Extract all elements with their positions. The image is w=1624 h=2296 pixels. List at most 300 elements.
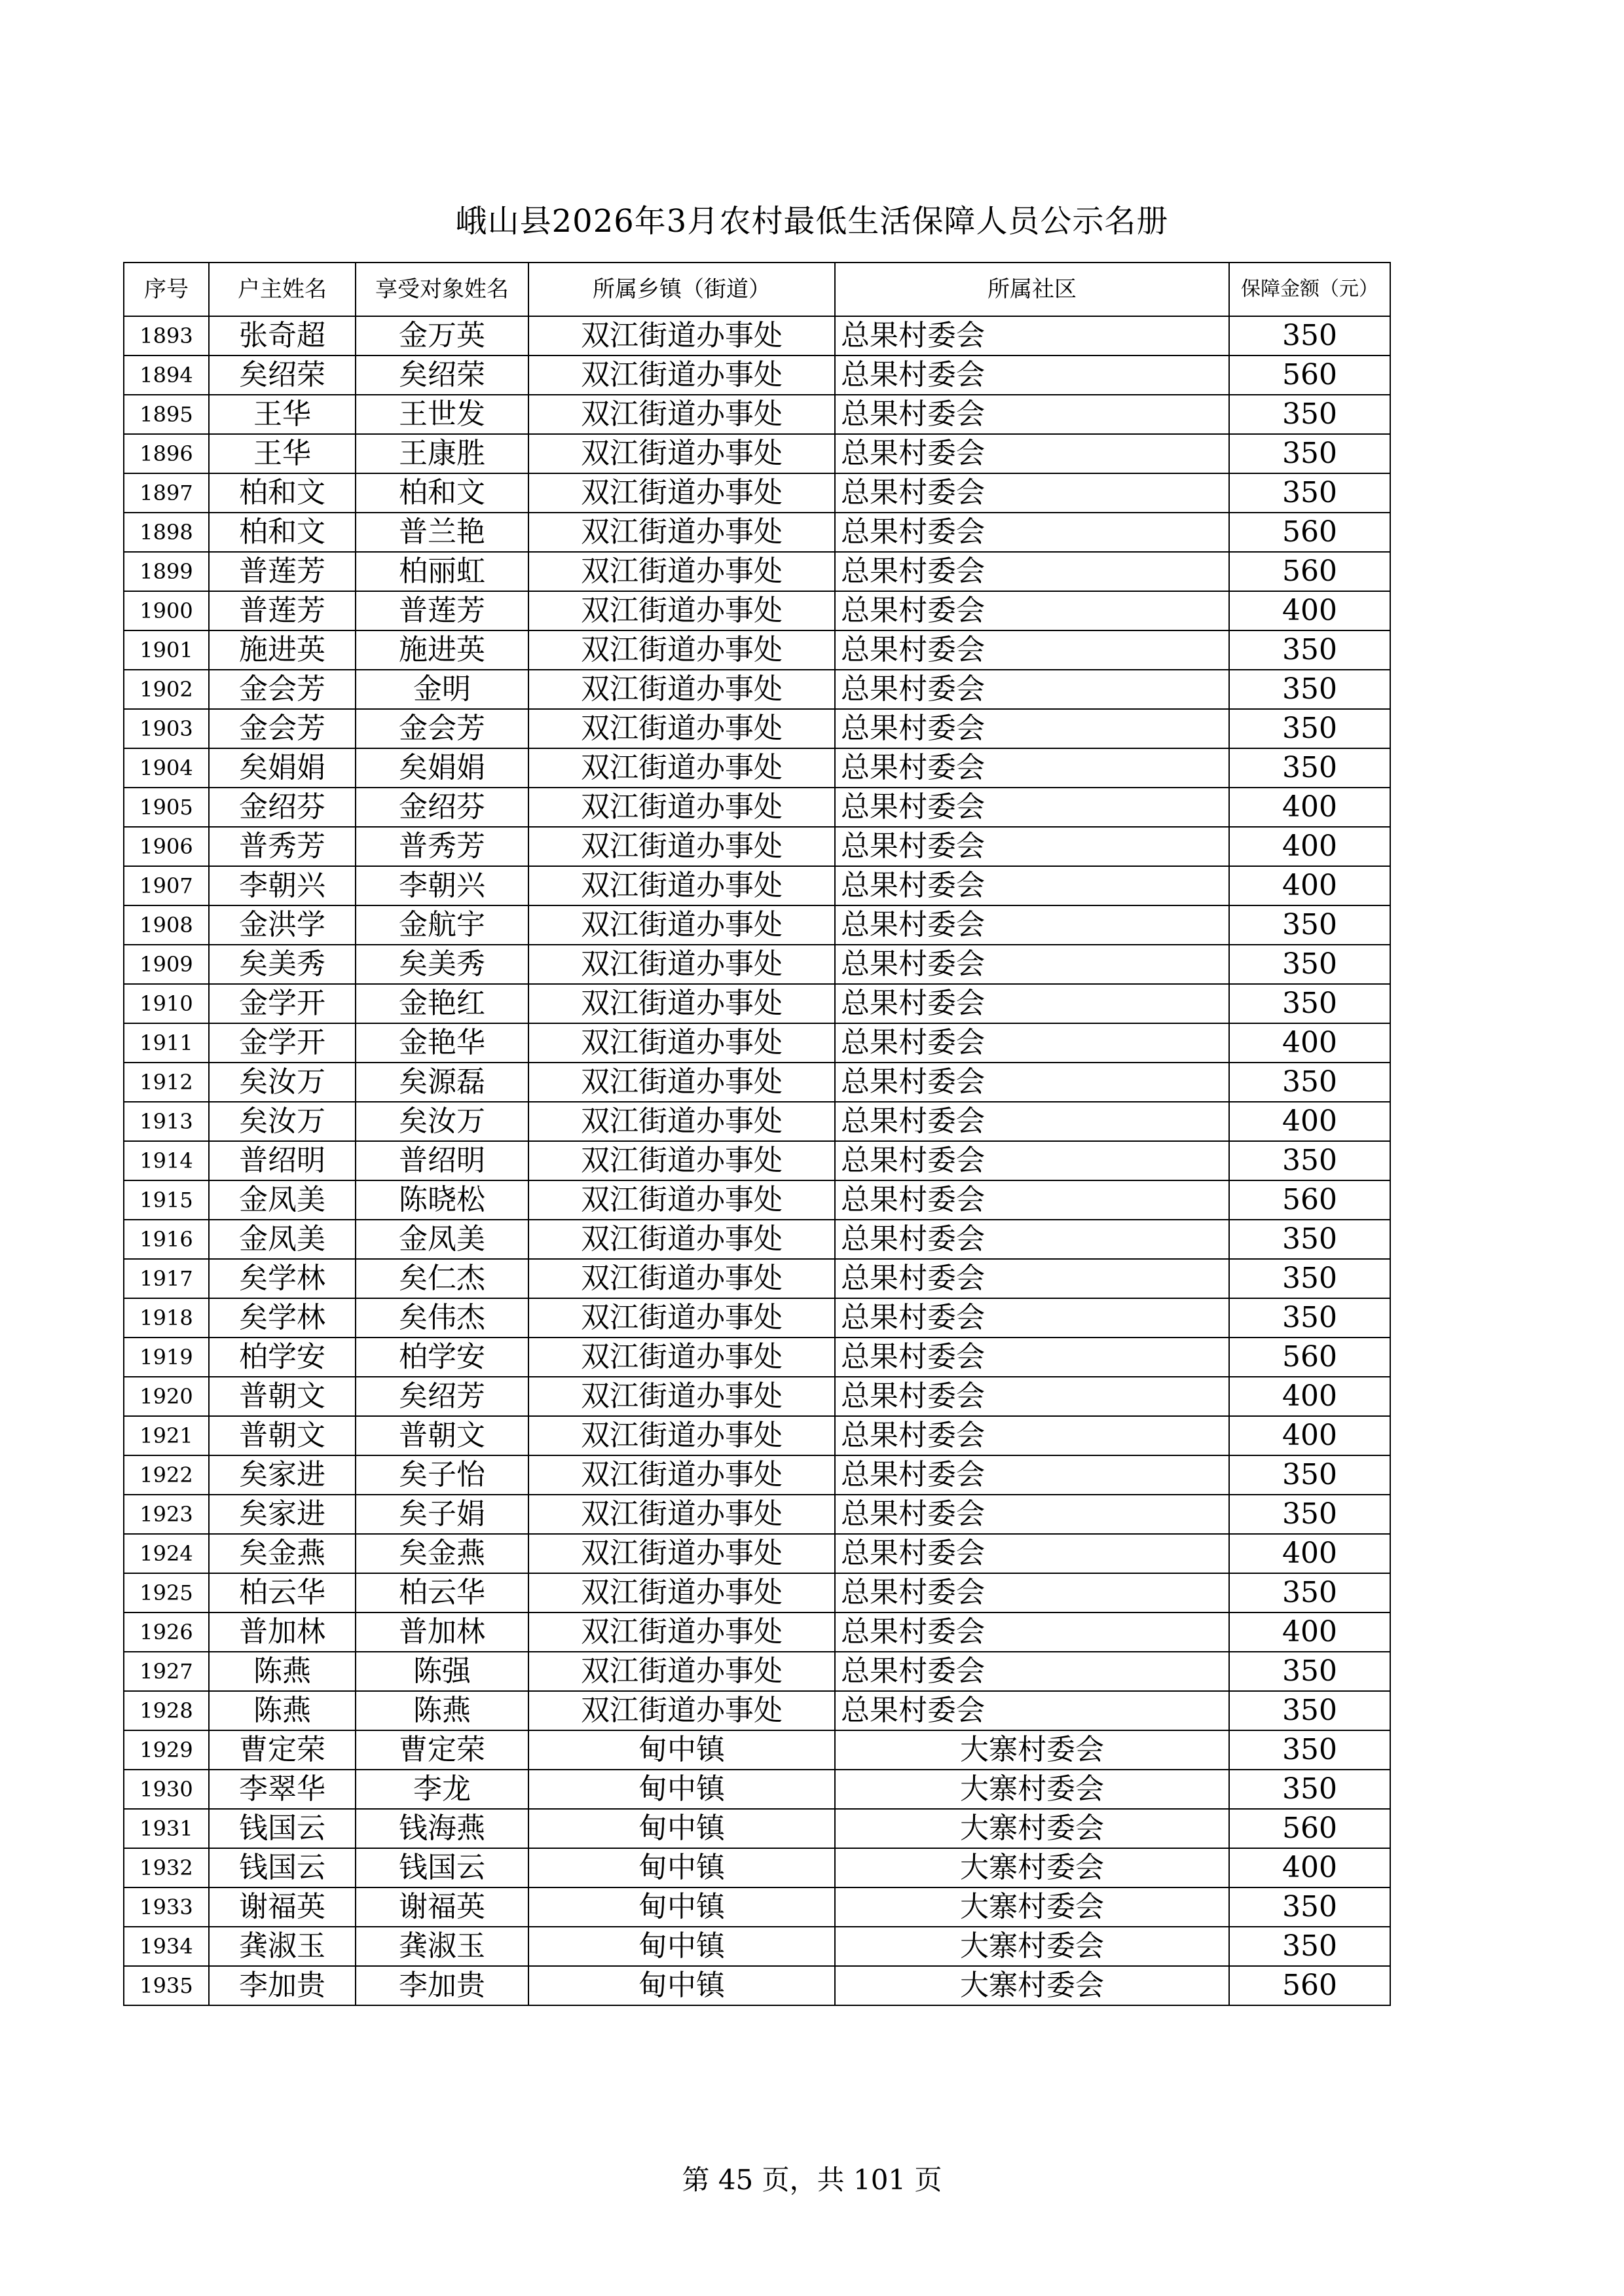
cell-household-head: 曹定荣 [209,1730,356,1770]
column-header-amount: 保障金额（元） [1229,263,1390,316]
cell-seq: 1909 [124,945,209,984]
table-row [124,1770,1390,1809]
cell-beneficiary: 普加林 [356,1613,528,1652]
cell-community: 总果村委会 [835,1455,1229,1495]
cell-household-head: 李翠华 [209,1770,356,1809]
cell-seq: 1915 [124,1180,209,1220]
cell-amount: 350 [1229,1652,1390,1691]
cell-township: 双江街道办事处 [528,1691,835,1730]
cell-community: 总果村委会 [835,434,1229,473]
cell-amount: 400 [1229,1613,1390,1652]
cell-beneficiary: 金航宇 [356,905,528,945]
cell-community: 大寨村委会 [835,1927,1229,1966]
cell-beneficiary: 矣源磊 [356,1063,528,1102]
cell-beneficiary: 柏丽虹 [356,552,528,591]
table-row [124,513,1390,552]
cell-seq: 1902 [124,670,209,709]
cell-township: 双江街道办事处 [528,748,835,788]
cell-seq: 1906 [124,827,209,866]
cell-beneficiary: 金明 [356,670,528,709]
cell-seq: 1933 [124,1887,209,1927]
table-row [124,1809,1390,1848]
cell-household-head: 金洪学 [209,905,356,945]
cell-seq: 1896 [124,434,209,473]
cell-township: 双江街道办事处 [528,984,835,1023]
cell-seq: 1922 [124,1455,209,1495]
cell-household-head: 矣金燕 [209,1534,356,1573]
cell-seq: 1895 [124,395,209,434]
cell-amount: 350 [1229,473,1390,513]
cell-amount: 350 [1229,1691,1390,1730]
cell-household-head: 矣绍荣 [209,355,356,395]
cell-community: 总果村委会 [835,866,1229,905]
cell-township: 双江街道办事处 [528,1416,835,1455]
table-body [124,316,1390,2005]
cell-township: 双江街道办事处 [528,552,835,591]
cell-household-head: 王华 [209,434,356,473]
cell-township: 双江街道办事处 [528,630,835,670]
cell-amount: 350 [1229,395,1390,434]
cell-household-head: 柏云华 [209,1573,356,1613]
cell-household-head: 谢福英 [209,1887,356,1927]
cell-beneficiary: 施进英 [356,630,528,670]
cell-household-head: 柏和文 [209,513,356,552]
cell-township: 双江街道办事处 [528,1573,835,1613]
table-row [124,1338,1390,1377]
table-row [124,1573,1390,1613]
cell-beneficiary: 矣绍荣 [356,355,528,395]
cell-household-head: 矣汝万 [209,1063,356,1102]
cell-beneficiary: 金艳红 [356,984,528,1023]
cell-township: 双江街道办事处 [528,1534,835,1573]
cell-community: 总果村委会 [835,355,1229,395]
cell-beneficiary: 陈燕 [356,1691,528,1730]
cell-amount: 400 [1229,866,1390,905]
cell-community: 总果村委会 [835,827,1229,866]
cell-community: 总果村委会 [835,1102,1229,1141]
cell-amount: 350 [1229,1730,1390,1770]
cell-amount: 350 [1229,1141,1390,1180]
cell-beneficiary: 普朝文 [356,1416,528,1455]
cell-community: 总果村委会 [835,1573,1229,1613]
cell-amount: 400 [1229,1534,1390,1573]
cell-seq: 1917 [124,1259,209,1298]
cell-seq: 1903 [124,709,209,748]
cell-household-head: 矣家进 [209,1455,356,1495]
cell-amount: 350 [1229,1927,1390,1966]
cell-amount: 350 [1229,630,1390,670]
cell-household-head: 钱国云 [209,1809,356,1848]
page-title: 峨山县2026年3月农村最低生活保障人员公示名册 [455,203,1169,240]
table-row [124,1102,1390,1141]
cell-township: 双江街道办事处 [528,866,835,905]
cell-beneficiary: 金绍芬 [356,788,528,827]
cell-township: 双江街道办事处 [528,1102,835,1141]
cell-seq: 1927 [124,1652,209,1691]
cell-beneficiary: 普莲芳 [356,591,528,630]
cell-beneficiary: 矣子娟 [356,1495,528,1534]
table-row [124,1455,1390,1495]
cell-amount: 560 [1229,1809,1390,1848]
cell-township: 双江街道办事处 [528,905,835,945]
cell-township: 双江街道办事处 [528,434,835,473]
cell-township: 甸中镇 [528,1848,835,1887]
column-header-household-head: 户主姓名 [209,263,356,316]
cell-township: 甸中镇 [528,1730,835,1770]
cell-beneficiary: 王康胜 [356,434,528,473]
cell-beneficiary: 钱海燕 [356,1809,528,1848]
table-row [124,1023,1390,1063]
table-row [124,1966,1390,2005]
cell-seq: 1894 [124,355,209,395]
table-row [124,1416,1390,1455]
table-row [124,395,1390,434]
cell-amount: 350 [1229,945,1390,984]
table-row [124,748,1390,788]
cell-household-head: 普绍明 [209,1141,356,1180]
table-row [124,1259,1390,1298]
cell-household-head: 钱国云 [209,1848,356,1887]
cell-beneficiary: 金会芳 [356,709,528,748]
cell-household-head: 金绍芬 [209,788,356,827]
cell-community: 总果村委会 [835,1298,1229,1338]
cell-amount: 560 [1229,552,1390,591]
table-row [124,1652,1390,1691]
cell-beneficiary: 普绍明 [356,1141,528,1180]
cell-beneficiary: 矣汝万 [356,1102,528,1141]
cell-community: 总果村委会 [835,1141,1229,1180]
cell-township: 双江街道办事处 [528,827,835,866]
table-row [124,1220,1390,1259]
table-row [124,984,1390,1023]
cell-community: 总果村委会 [835,1613,1229,1652]
cell-township: 双江街道办事处 [528,1652,835,1691]
table-row [124,1848,1390,1887]
table-row [124,788,1390,827]
cell-seq: 1935 [124,1966,209,2005]
cell-amount: 400 [1229,827,1390,866]
cell-community: 大寨村委会 [835,1730,1229,1770]
cell-amount: 350 [1229,1259,1390,1298]
cell-community: 总果村委会 [835,905,1229,945]
cell-township: 双江街道办事处 [528,1063,835,1102]
column-header-township: 所属乡镇（街道） [528,263,835,316]
cell-community: 总果村委会 [835,1691,1229,1730]
table-row [124,670,1390,709]
table-header [124,263,1390,316]
cell-seq: 1918 [124,1298,209,1338]
cell-amount: 400 [1229,1848,1390,1887]
cell-beneficiary: 李朝兴 [356,866,528,905]
cell-community: 总果村委会 [835,1259,1229,1298]
cell-community: 总果村委会 [835,552,1229,591]
cell-household-head: 金会芳 [209,670,356,709]
column-header-seq: 序号 [124,263,209,316]
cell-seq: 1905 [124,788,209,827]
cell-beneficiary: 李加贵 [356,1966,528,2005]
cell-township: 双江街道办事处 [528,1298,835,1338]
cell-beneficiary: 金艳华 [356,1023,528,1063]
table-row [124,316,1390,355]
cell-seq: 1898 [124,513,209,552]
cell-community: 总果村委会 [835,1338,1229,1377]
cell-community: 大寨村委会 [835,1809,1229,1848]
table-row [124,591,1390,630]
cell-township: 甸中镇 [528,1770,835,1809]
cell-beneficiary: 矣绍芳 [356,1377,528,1416]
cell-seq: 1919 [124,1338,209,1377]
cell-seq: 1934 [124,1927,209,1966]
cell-beneficiary: 柏云华 [356,1573,528,1613]
cell-township: 双江街道办事处 [528,788,835,827]
cell-beneficiary: 矣美秀 [356,945,528,984]
cell-seq: 1920 [124,1377,209,1416]
cell-seq: 1901 [124,630,209,670]
cell-community: 总果村委会 [835,945,1229,984]
cell-seq: 1928 [124,1691,209,1730]
cell-beneficiary: 金凤美 [356,1220,528,1259]
cell-township: 双江街道办事处 [528,473,835,513]
cell-amount: 560 [1229,1966,1390,2005]
cell-household-head: 施进英 [209,630,356,670]
cell-amount: 400 [1229,591,1390,630]
cell-seq: 1930 [124,1770,209,1809]
cell-community: 大寨村委会 [835,1887,1229,1927]
cell-community: 总果村委会 [835,316,1229,355]
cell-seq: 1904 [124,748,209,788]
cell-community: 总果村委会 [835,1377,1229,1416]
table-row [124,1613,1390,1652]
cell-seq: 1921 [124,1416,209,1455]
cell-township: 双江街道办事处 [528,395,835,434]
table-row [124,1730,1390,1770]
cell-household-head: 矣学林 [209,1298,356,1338]
cell-township: 双江街道办事处 [528,945,835,984]
cell-community: 大寨村委会 [835,1966,1229,2005]
cell-community: 总果村委会 [835,1652,1229,1691]
cell-household-head: 李朝兴 [209,866,356,905]
cell-household-head: 矣娟娟 [209,748,356,788]
cell-township: 双江街道办事处 [528,355,835,395]
cell-township: 甸中镇 [528,1809,835,1848]
table-row [124,552,1390,591]
cell-community: 总果村委会 [835,1023,1229,1063]
cell-beneficiary: 矣金燕 [356,1534,528,1573]
cell-household-head: 普朝文 [209,1377,356,1416]
cell-household-head: 矣汝万 [209,1102,356,1141]
cell-amount: 560 [1229,1180,1390,1220]
table-row [124,1927,1390,1966]
cell-township: 双江街道办事处 [528,709,835,748]
table-row [124,1141,1390,1180]
cell-household-head: 矣美秀 [209,945,356,984]
cell-amount: 400 [1229,1416,1390,1455]
table-row [124,355,1390,395]
cell-household-head: 李加贵 [209,1966,356,2005]
table-row [124,630,1390,670]
cell-seq: 1924 [124,1534,209,1573]
cell-beneficiary: 龚淑玉 [356,1927,528,1966]
cell-community: 总果村委会 [835,1416,1229,1455]
cell-household-head: 金学开 [209,984,356,1023]
cell-beneficiary: 矣伟杰 [356,1298,528,1338]
table-row [124,1534,1390,1573]
cell-community: 总果村委会 [835,1220,1229,1259]
cell-amount: 400 [1229,1377,1390,1416]
cell-seq: 1913 [124,1102,209,1141]
cell-township: 双江街道办事处 [528,1023,835,1063]
cell-beneficiary: 普兰艳 [356,513,528,552]
cell-beneficiary: 柏学安 [356,1338,528,1377]
cell-amount: 560 [1229,1338,1390,1377]
cell-amount: 350 [1229,1220,1390,1259]
cell-township: 双江街道办事处 [528,1495,835,1534]
cell-beneficiary: 陈强 [356,1652,528,1691]
cell-community: 总果村委会 [835,1180,1229,1220]
table-row [124,1298,1390,1338]
cell-seq: 1926 [124,1613,209,1652]
cell-township: 双江街道办事处 [528,316,835,355]
cell-household-head: 张奇超 [209,316,356,355]
cell-amount: 560 [1229,355,1390,395]
cell-amount: 350 [1229,1495,1390,1534]
cell-community: 总果村委会 [835,1495,1229,1534]
cell-community: 总果村委会 [835,670,1229,709]
table-row [124,945,1390,984]
cell-amount: 350 [1229,1063,1390,1102]
cell-household-head: 矣学林 [209,1259,356,1298]
table-row [124,866,1390,905]
cell-seq: 1923 [124,1495,209,1534]
cell-seq: 1893 [124,316,209,355]
cell-amount: 400 [1229,1023,1390,1063]
cell-seq: 1910 [124,984,209,1023]
cell-community: 总果村委会 [835,709,1229,748]
cell-amount: 350 [1229,316,1390,355]
cell-seq: 1897 [124,473,209,513]
cell-household-head: 王华 [209,395,356,434]
cell-township: 双江街道办事处 [528,1141,835,1180]
cell-seq: 1932 [124,1848,209,1887]
cell-amount: 350 [1229,748,1390,788]
cell-seq: 1931 [124,1809,209,1848]
cell-community: 总果村委会 [835,984,1229,1023]
cell-amount: 350 [1229,709,1390,748]
cell-amount: 350 [1229,984,1390,1023]
cell-household-head: 普莲芳 [209,552,356,591]
cell-seq: 1911 [124,1023,209,1063]
cell-community: 总果村委会 [835,395,1229,434]
cell-township: 双江街道办事处 [528,1613,835,1652]
column-header-community: 所属社区 [835,263,1229,316]
cell-beneficiary: 矣娟娟 [356,748,528,788]
cell-amount: 400 [1229,1102,1390,1141]
cell-household-head: 普秀芳 [209,827,356,866]
cell-amount: 350 [1229,1770,1390,1809]
table-row [124,1887,1390,1927]
cell-community: 大寨村委会 [835,1770,1229,1809]
cell-township: 双江街道办事处 [528,591,835,630]
cell-township: 双江街道办事处 [528,513,835,552]
cell-household-head: 陈燕 [209,1652,356,1691]
cell-community: 总果村委会 [835,788,1229,827]
cell-township: 双江街道办事处 [528,670,835,709]
cell-household-head: 柏和文 [209,473,356,513]
cell-beneficiary: 金万英 [356,316,528,355]
cell-community: 总果村委会 [835,1534,1229,1573]
cell-community: 总果村委会 [835,513,1229,552]
cell-amount: 350 [1229,1298,1390,1338]
cell-household-head: 矣家进 [209,1495,356,1534]
table-row [124,434,1390,473]
cell-township: 双江街道办事处 [528,1220,835,1259]
cell-household-head: 金会芳 [209,709,356,748]
cell-township: 双江街道办事处 [528,1377,835,1416]
cell-beneficiary: 普秀芳 [356,827,528,866]
cell-amount: 560 [1229,513,1390,552]
cell-community: 总果村委会 [835,630,1229,670]
cell-amount: 350 [1229,905,1390,945]
cell-seq: 1914 [124,1141,209,1180]
cell-beneficiary: 矣子怡 [356,1455,528,1495]
cell-seq: 1908 [124,905,209,945]
cell-household-head: 普莲芳 [209,591,356,630]
cell-household-head: 普加林 [209,1613,356,1652]
cell-amount: 350 [1229,670,1390,709]
cell-community: 总果村委会 [835,591,1229,630]
table-row [124,905,1390,945]
cell-township: 双江街道办事处 [528,1259,835,1298]
table-row [124,473,1390,513]
cell-household-head: 柏学安 [209,1338,356,1377]
cell-seq: 1899 [124,552,209,591]
header-row [124,263,1390,316]
table-row [124,1377,1390,1416]
cell-township: 双江街道办事处 [528,1180,835,1220]
cell-amount: 350 [1229,1887,1390,1927]
column-header-beneficiary: 享受对象姓名 [356,263,528,316]
cell-household-head: 金学开 [209,1023,356,1063]
cell-community: 总果村委会 [835,1063,1229,1102]
cell-beneficiary: 王世发 [356,395,528,434]
cell-seq: 1907 [124,866,209,905]
cell-amount: 350 [1229,1573,1390,1613]
cell-beneficiary: 矣仁杰 [356,1259,528,1298]
cell-beneficiary: 陈晓松 [356,1180,528,1220]
cell-community: 总果村委会 [835,748,1229,788]
cell-township: 甸中镇 [528,1966,835,2005]
cell-township: 双江街道办事处 [528,1455,835,1495]
cell-seq: 1912 [124,1063,209,1102]
cell-household-head: 金凤美 [209,1220,356,1259]
cell-seq: 1916 [124,1220,209,1259]
cell-household-head: 金凤美 [209,1180,356,1220]
cell-household-head: 普朝文 [209,1416,356,1455]
cell-township: 甸中镇 [528,1927,835,1966]
cell-community: 总果村委会 [835,473,1229,513]
page-number: 第 45 页，共 101 页 [682,2164,942,2196]
table-row [124,1180,1390,1220]
cell-township: 双江街道办事处 [528,1338,835,1377]
cell-beneficiary: 钱国云 [356,1848,528,1887]
table-row [124,1691,1390,1730]
cell-seq: 1929 [124,1730,209,1770]
cell-community: 大寨村委会 [835,1848,1229,1887]
cell-amount: 350 [1229,434,1390,473]
cell-beneficiary: 柏和文 [356,473,528,513]
cell-amount: 400 [1229,788,1390,827]
cell-beneficiary: 曹定荣 [356,1730,528,1770]
